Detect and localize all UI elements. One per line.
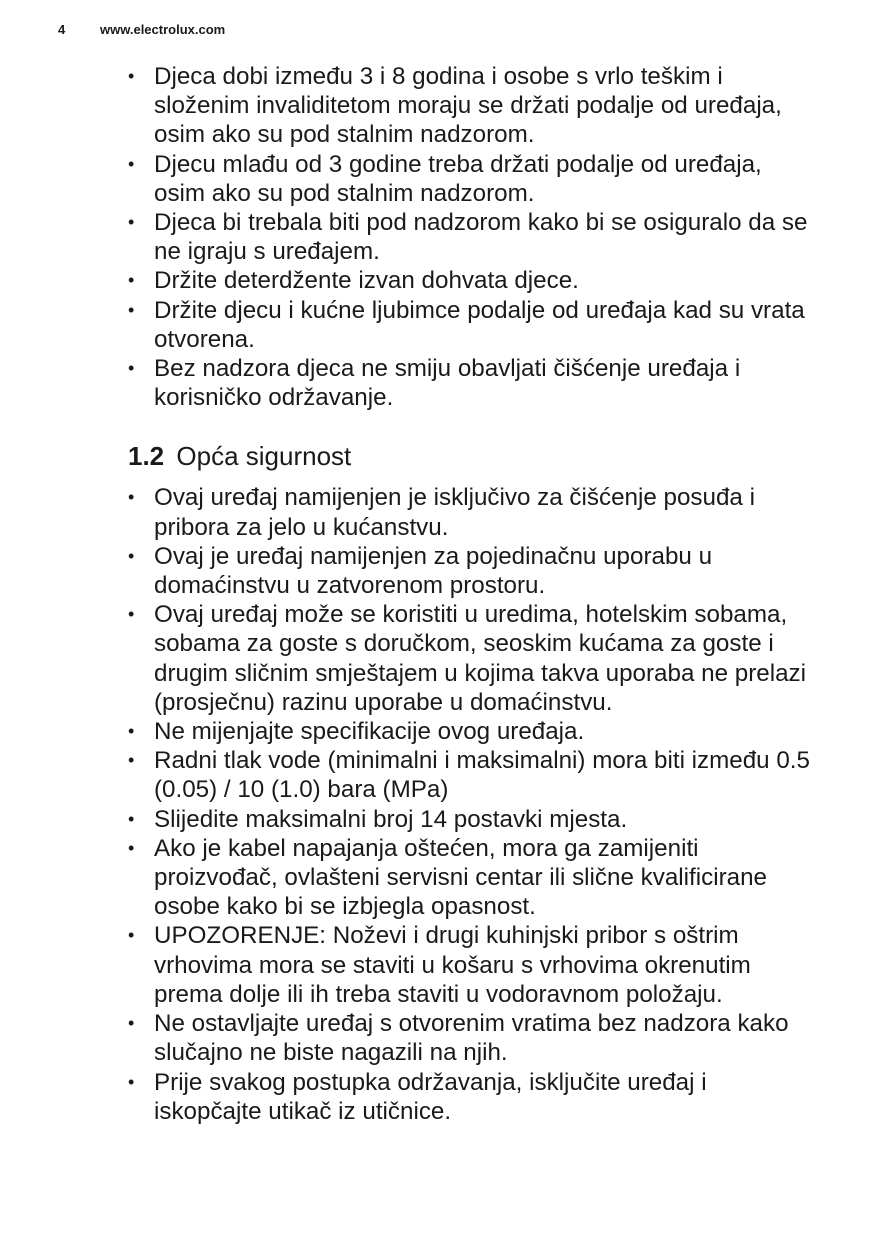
- bullet-icon: •: [128, 299, 135, 320]
- bullet-icon: •: [128, 604, 135, 625]
- bullet-icon: •: [128, 66, 135, 86]
- general-safety-list: [128, 483, 818, 1125]
- bullet-icon: •: [128, 153, 135, 174]
- bullet-icon: •: [128, 750, 135, 771]
- list-item: [128, 266, 818, 295]
- list-item-text: Radni tlak vode (minimalni i maksimalni) mora biti između 0.5 (0.05) / 10 (1.0) bara (MPa): [154, 747, 810, 804]
- bullet-icon: •: [128, 808, 135, 829]
- list-item: [128, 354, 818, 412]
- section-heading: [128, 440, 818, 472]
- page-header: [58, 22, 225, 37]
- list-item-text: Držite deterdžente izvan dohvata djece.: [154, 267, 579, 295]
- list-item: [128, 296, 818, 354]
- section-title: Opća sigurnost: [176, 441, 352, 472]
- list-item: [128, 600, 818, 717]
- list-item: [128, 746, 818, 804]
- bullet-icon: •: [128, 1013, 135, 1034]
- list-item: [128, 62, 818, 150]
- list-item-text: Ne mijenjajte specifikacije ovog uređaja.: [154, 718, 585, 746]
- list-item-text: Ne ostavljajte uređaj s otvorenim vratima bez nadzora kako slučajno ne biste nagazili na njih.: [154, 1010, 789, 1067]
- document-content: [128, 62, 818, 1126]
- website-link[interactable]: www.electrolux.com: [100, 22, 226, 37]
- bullet-icon: •: [128, 837, 135, 858]
- list-item: [128, 542, 818, 600]
- bullet-icon: •: [128, 1071, 135, 1092]
- list-item-text: Djeca dobi između 3 i 8 godina i osobe s vrlo teškim i složenim invaliditetom moraju se držati podalje od uređaja, osim ako su pod stalnim nadzorom.: [154, 63, 782, 149]
- list-item: [128, 1068, 818, 1126]
- bullet-icon: •: [128, 270, 135, 291]
- list-item: [128, 921, 818, 1009]
- list-item: [128, 717, 818, 746]
- list-item: [128, 150, 818, 208]
- section-number: 1.2: [128, 441, 165, 472]
- list-item-text: Ovaj uređaj može se koristiti u uredima, hotelskim sobama, sobama za goste s doručkom, seoskim kućama za goste i drugim sličnim smještajem u kojima takva uporaba ne prelazi (prosječnu) razinu uporabe u domaćinstvu.: [154, 601, 806, 716]
- list-item-text: Bez nadzora djeca ne smiju obavljati čišćenje uređaja i korisničko održavanje.: [154, 355, 741, 412]
- list-item: [128, 483, 818, 541]
- list-item-text: UPOZORENJE: Noževi i drugi kuhinjski pribor s oštrim vrhovima mora se staviti u košaru s vrhovima okrenutim prema dolje ili ih treba staviti u vodoravnom položaju.: [154, 922, 751, 1008]
- children-safety-list: [128, 62, 818, 412]
- list-item-text: Djecu mlađu od 3 godine treba držati podalje od uređaja, osim ako su pod stalnim nadzorom.: [154, 150, 762, 207]
- list-item-text: Držite djecu i kućne ljubimce podalje od uređaja kad su vrata otvorena.: [154, 296, 805, 353]
- list-item-text: Ovaj uređaj namijenjen je isključivo za čišćenje posuđa i pribora za jelo u kućanstvu.: [154, 484, 755, 541]
- list-item-text: Ovaj je uređaj namijenjen za pojedinačnu uporabu u domaćinstvu u zatvorenom prostoru.: [154, 542, 713, 600]
- list-item-text: Prije svakog postupka održavanja, isključite uređaj i iskopčajte utikač iz utičnice.: [154, 1068, 707, 1125]
- bullet-icon: •: [128, 212, 135, 233]
- list-item-text: Djeca bi trebala biti pod nadzorom kako bi se osiguralo da se ne igraju s uređajem.: [154, 209, 808, 266]
- bullet-icon: •: [128, 358, 135, 379]
- bullet-icon: •: [128, 487, 135, 508]
- list-item: [128, 1009, 818, 1067]
- list-item: [128, 805, 818, 834]
- page-number: 4: [58, 22, 66, 37]
- bullet-icon: •: [128, 925, 135, 946]
- list-item: [128, 834, 818, 922]
- bullet-icon: •: [128, 545, 135, 566]
- bullet-icon: •: [128, 721, 135, 742]
- list-item: [128, 208, 818, 266]
- list-item-text: Slijedite maksimalni broj 14 postavki mjesta.: [154, 805, 628, 833]
- list-item-text: Ako je kabel napajanja oštećen, mora ga zamijeniti proizvođač, ovlašteni servisni centar ili slične kvalificirane osobe kako bi se izbjegla opasnost.: [154, 834, 768, 921]
